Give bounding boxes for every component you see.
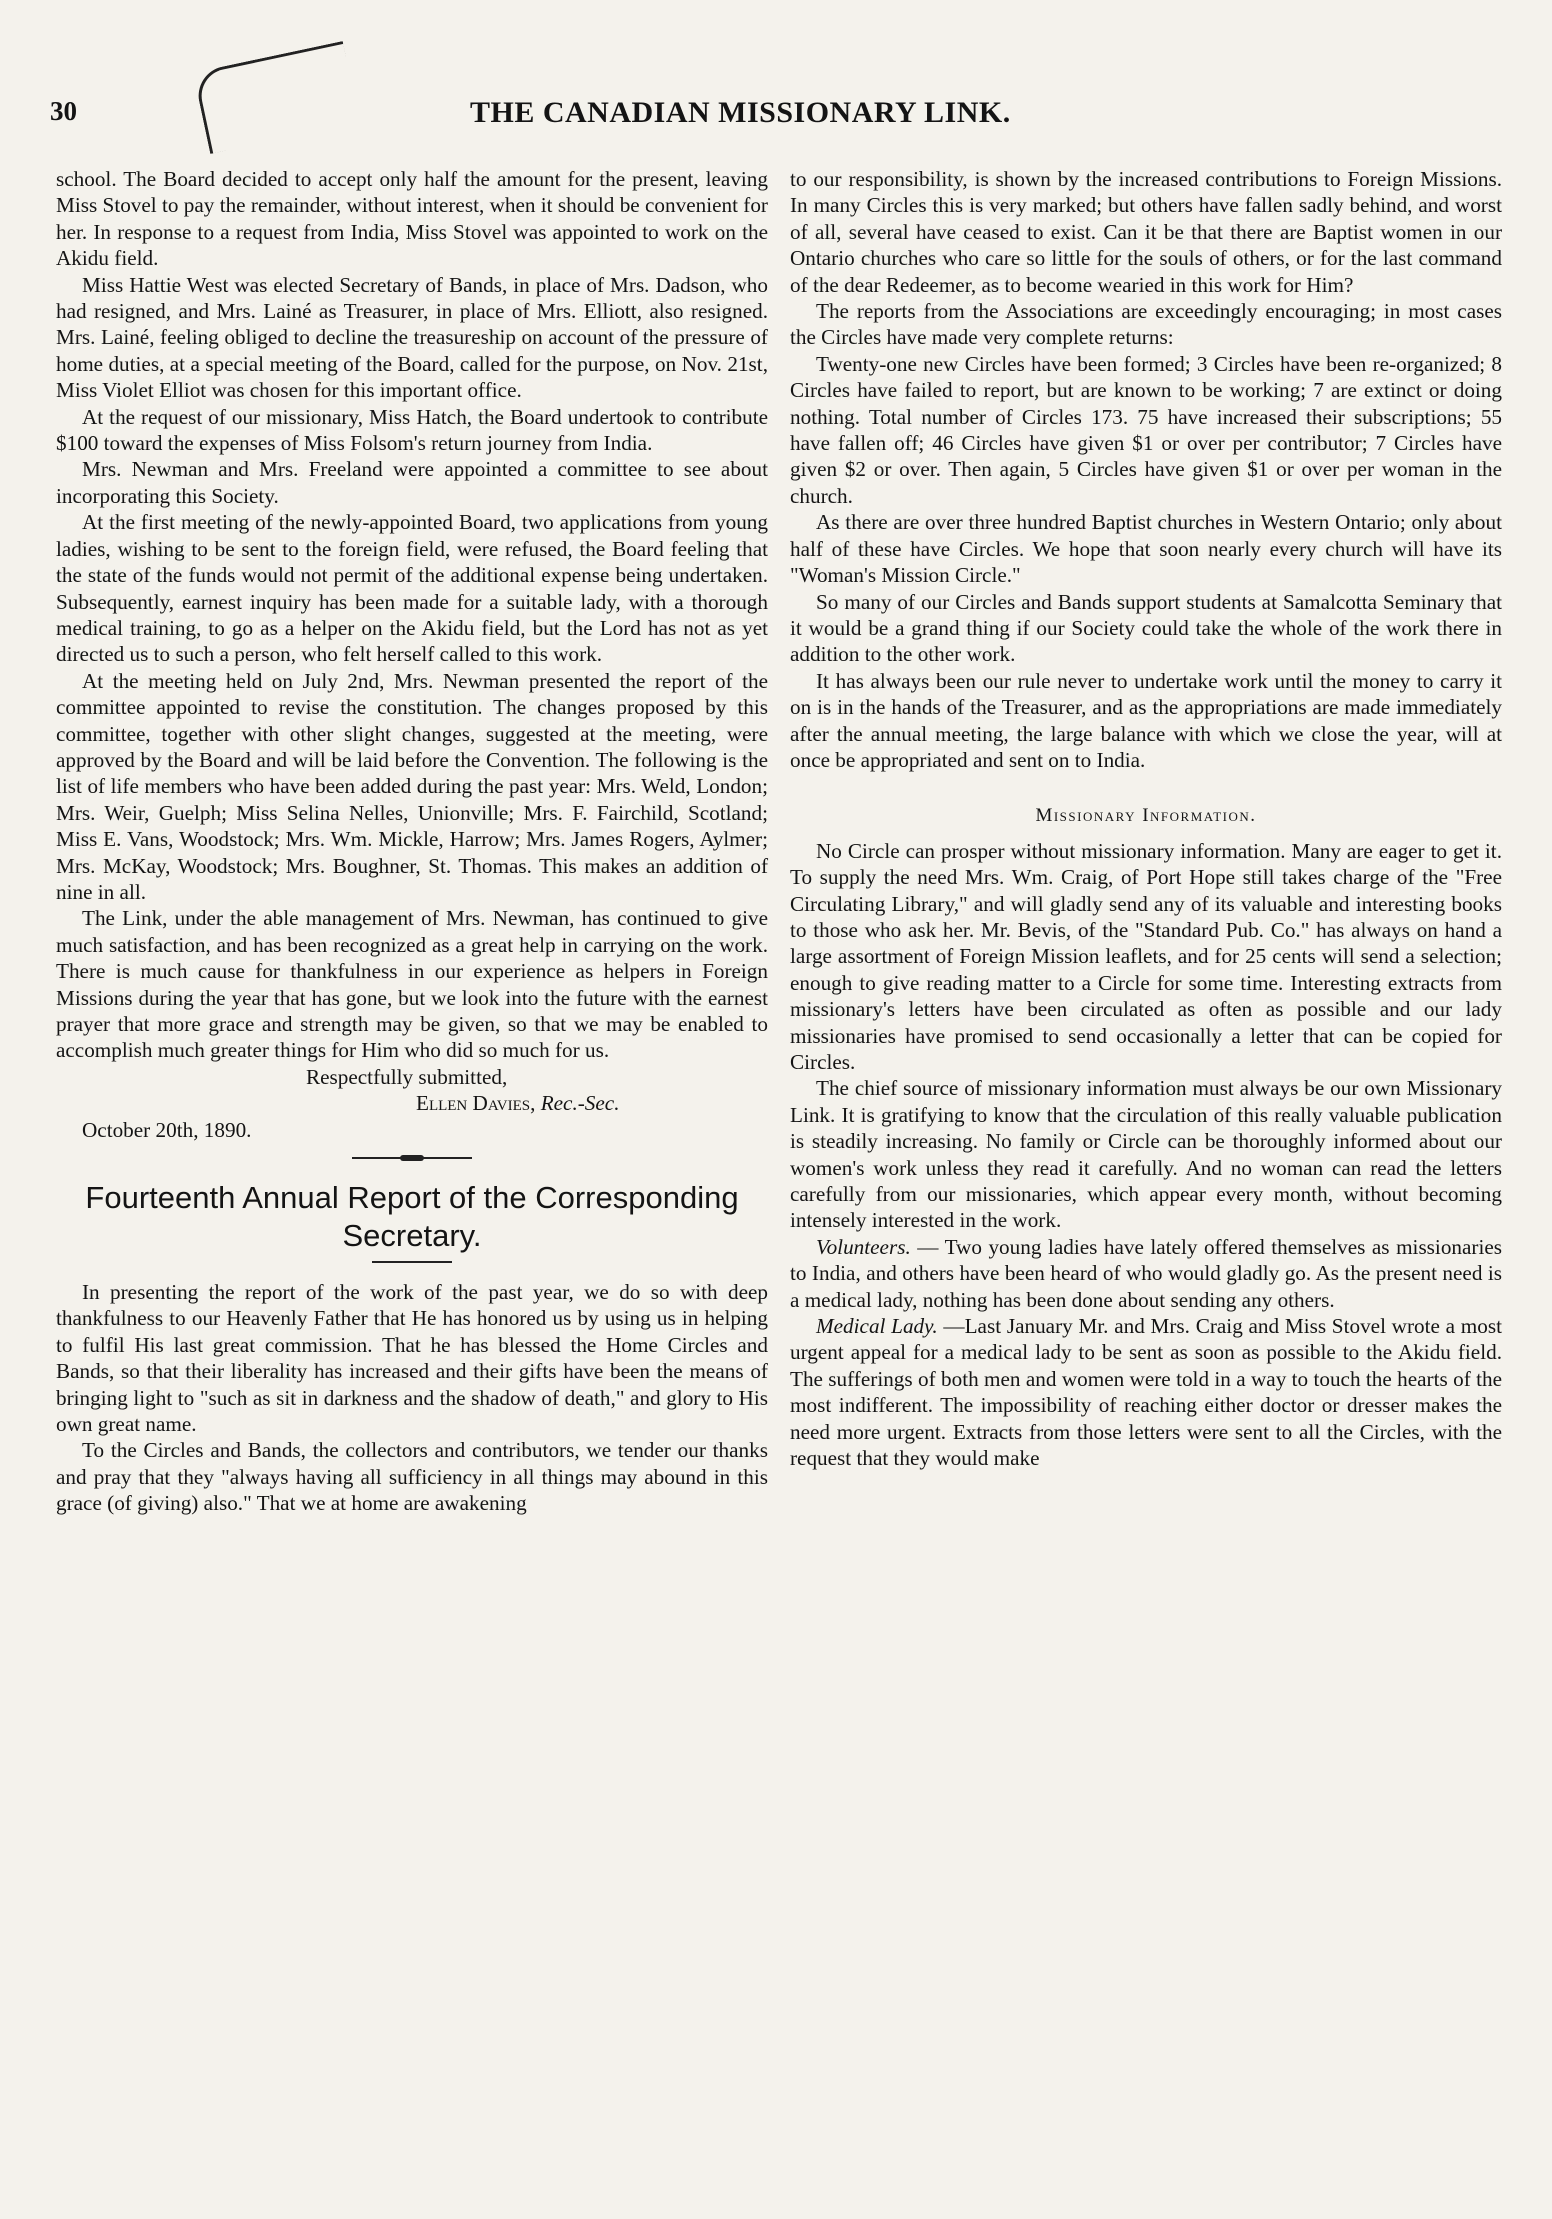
- subheading: Missionary Information.: [1035, 805, 1257, 827]
- paragraph: The Link, under the able management of Mrs. Newman, has continued to give much satisfaction, and has been recognized as a great help in carrying on the work. There is much cause for thankfulness in our experience as helpers in Foreign Missions during the year that has gone, but we look into the future with the earnest prayer that more grace and strength may be given, so that we may be enabled to accomplish much greater things for Him who did so much for us.: [56, 906, 768, 1063]
- paragraph: So many of our Circles and Bands support students at Samalcotta Seminary that it would be a grand thing if our Society could take the whole of the work there in addition to the other work.: [790, 589, 1502, 667]
- paragraph: At the meeting held on July 2nd, Mrs. Newman presented the report of the committee appointed to revise the constitution. The changes proposed by this committee, together with other slight changes, suggested at the meeting, were approved by the Board and will be laid before the Convention. The following is the list of life members who have been added during the past year: Mrs. Weld, London; Mrs. Weir, Guelph; Miss Selina Nelles, Unionville; Mrs. F. Fairchild, Scotland; Miss E. Vans, Woodstock; Mrs. Wm. Mickle, Harrow; Mrs. James Rogers, Aylmer; Mrs. McKay, Woodstock; Mrs. Boughner, St. Thomas. This makes an addition of nine in all.: [56, 668, 768, 904]
- paragraph: In presenting the report of the work of the past year, we do so with deep thankfulness to our Heavenly Father that He has honored us by using us in helping to fulfil His last great commission. That he has blessed the Home Circles and Bands, so that their liberality has increased and their gifts have been the means of bringing light to "such as sit in darkness and the shadow of death," and glory to His own great name.: [56, 1280, 768, 1437]
- section-divider: [352, 1157, 472, 1159]
- paragraph: Miss Hattie West was elected Secretary of Bands, in place of Mrs. Dadson, who had resigned, and Mrs. Lainé as Treasurer, in place of Mrs. Elliott, also resigned. Mrs. Lainé, feeling obliged to decline the treasureship on account of the pressure of home duties, at a special meeting of the Board, called for the purpose, on Nov. 21st, Miss Violet Elliot was chosen for this important office.: [56, 272, 768, 403]
- signer-name: Ellen Davies,: [416, 1091, 536, 1116]
- heading-rule: [372, 1261, 452, 1263]
- paragraph: [790, 1234, 1502, 1313]
- signoff: Respectfully submitted,: [306, 1064, 508, 1089]
- paragraph: At the request of our missionary, Miss Hatch, the Board undertook to contribute $100 toward the expenses of Miss Folsom's return journey from India.: [56, 404, 768, 456]
- report-date: October 20th, 1890.: [82, 1117, 252, 1142]
- section-heading: Fourteenth Annual Report of the Corresponding Secretary.: [85, 1180, 739, 1254]
- running-title: THE CANADIAN MISSIONARY LINK.: [470, 96, 1011, 129]
- paragraph: At the first meeting of the newly-appointed Board, two applications from young ladies, wishing to be sent to the foreign field, were refused, the Board feeling that the state of the funds would not permit of the additional expense being undertaken. Subsequently, earnest inquiry has been made for a suitable lady, with a thorough medical training, to go as a helper on the Akidu field, but the Lord has not as yet directed us to such a person, who felt herself called to this work.: [56, 510, 768, 667]
- paragraph: As there are over three hundred Baptist churches in Western Ontario; only about half of these have Circles. We hope that soon nearly every church will have its "Woman's Mission Circle.": [790, 510, 1502, 588]
- paragraph: school. The Board decided to accept only half the amount for the present, leaving Miss Stovel to pay the remainder, without interest, when it should be convenient for her. In response to a request from India, Miss Stovel was appointed to work on the Akidu field.: [56, 167, 768, 271]
- paragraph: [790, 1313, 1502, 1471]
- right-column: [790, 166, 1502, 1472]
- paragraph: to our responsibility, is shown by the increased contributions to Foreign Missions. In many Circles this is very marked; but others have fallen sadly behind, and worst of all, several have ceased to exist. Can it be that there are Baptist women in our Ontario churches who care so little for the souls of others, or for the last command of the dear Redeemer, as to become wearied in this work for Him?: [790, 167, 1502, 297]
- run-in-text: —Last January Mr. and Mrs. Craig and Miss Stovel wrote a most urgent appeal for a medical lady to be sent as soon as possible to the Akidu field. The sufferings of both men and women were told in a way to touch the hearts of the most indifferent. The impossibility of reaching either doctor or dresser makes the need more urgent. Extracts from those letters were sent to all the Circles, with the request that they would make: [790, 1314, 1503, 1471]
- run-in-label: Volunteers.: [816, 1234, 911, 1259]
- paragraph: The chief source of missionary information must always be our own Missionary Link. It is gratifying to know that the circulation of this really valuable publication is steadily increasing. No family or Circle can be thoroughly informed about our women's work unless they read it carefully. And no woman can read the letters carefully from our missionaries, which appear every month, without becoming intensely interested in the work.: [790, 1076, 1502, 1233]
- paragraph: No Circle can prosper without missionary information. Many are eager to get it. To supply the need Mrs. Wm. Craig, of Port Hope still takes charge of the "Free Circulating Library," and will gladly send any of its valuable and interesting books to those who ask her. Mr. Bevis, of the "Standard Pub. Co." has always on hand a large assortment of Foreign Mission leaflets, and for 25 cents will send a selection; enough to give reading matter to a Circle for some time. Interesting extracts from missionary's letters have been circulated as often as possible and our lady missionaries have promised to send occasionally a letter that can be copied for Circles.: [790, 838, 1502, 1074]
- signature: [56, 1090, 768, 1116]
- paragraph: To the Circles and Bands, the collectors and contributors, we tender our thanks and pray that they "always having all sufficiency in all things may abound in this grace (of giving) also." That we at home are awakening: [56, 1438, 768, 1516]
- page-number: 30: [50, 96, 77, 126]
- signer-title: Rec.-Sec.: [540, 1091, 620, 1116]
- paragraph: Twenty-one new Circles have been formed; 3 Circles have been re-organized; 8 Circles have failed to report, but are known to be working; 7 are extinct or doing nothing. Total number of Circles 173. 75 have increased their subscriptions; 55 have fallen off; 46 Circles have given $1 or over per contributor; 7 Circles have given $2 or over. Then again, 5 Circles have given $1 or over per woman in the church.: [790, 351, 1502, 508]
- left-column: [56, 166, 768, 1517]
- page-header: [50, 96, 1500, 140]
- run-in-label: Medical Lady.: [816, 1314, 938, 1339]
- paragraph: It has always been our rule never to undertake work until the money to carry it on is in the hands of the Treasurer, and as the appropriations are made immediately after the annual meeting, the large balance with which we close the year, will at once be appropriated and sent on to India.: [790, 668, 1502, 772]
- paragraph: The reports from the Associations are exceedingly encouraging; in most cases the Circles have made very complete returns:: [790, 299, 1502, 350]
- paragraph: Mrs. Newman and Mrs. Freeland were appointed a committee to see about incorporating this Society.: [56, 457, 768, 508]
- run-in-text: — Two young ladies have lately offered themselves as missionaries to India, and others have been heard of who would gladly go. As the present need is a medical lady, nothing has been done about sending any others.: [790, 1234, 1502, 1312]
